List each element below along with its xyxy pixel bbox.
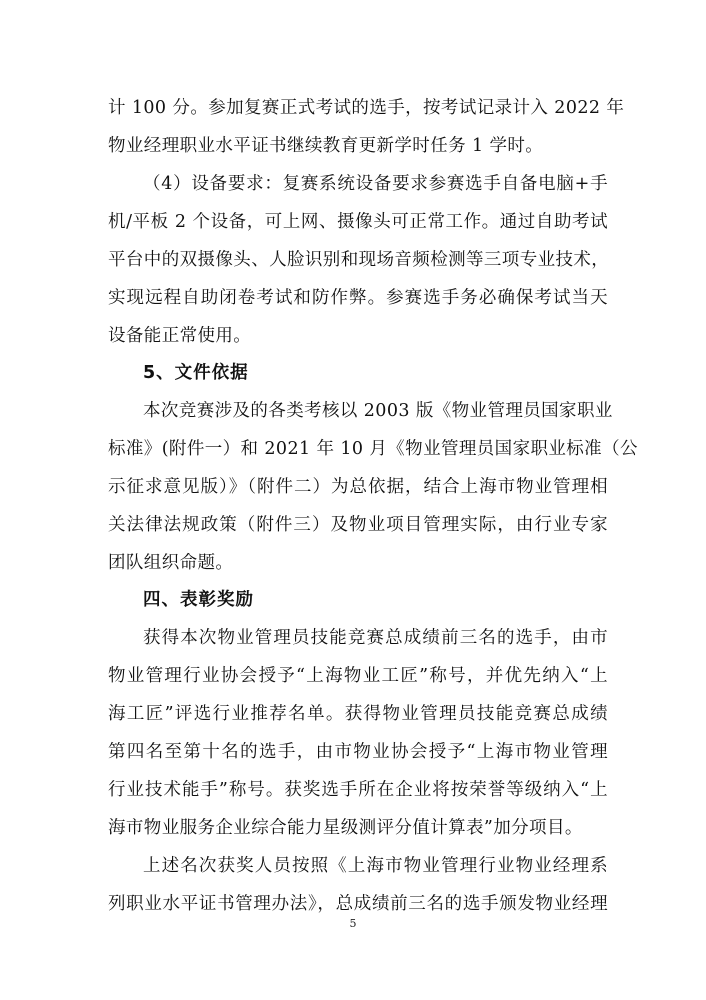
text-line: 列职业水平证书管理办法》，总成绩前三名的选手颁发物业经理 — [108, 894, 608, 914]
text-line: 平台中的双摄像头、人脸识别和现场音频检测等三项专业技术， — [108, 250, 610, 270]
text-line: 计 100 分。参加复赛正式考试的选手，按考试记录计入 2022 年 — [108, 98, 625, 118]
text-line: 团队组织命题。 — [108, 553, 234, 573]
text-line: 示征求意见版）》（附件二）为总依据，结合上海市物业管理相 — [108, 477, 608, 497]
text-line: 海工匠”评选行业推荐名单。获得物业管理员技能竞赛总成绩 — [108, 704, 608, 724]
section-heading: 四、表彰奖励 — [143, 590, 254, 610]
text-line: 机/平板 2 个设备，可上网、摄像头可正常工作。通过自助考试 — [108, 212, 608, 232]
section-heading: 5、文件依据 — [143, 363, 249, 383]
page-number: 5 — [349, 917, 357, 930]
text-line: 物业管理行业协会授予“上海物业工匠”称号，并优先纳入“上 — [108, 666, 608, 686]
text-line: 关法律法规政策（附件三）及物业项目管理实际，由行业专家 — [108, 515, 608, 535]
text-line: 行业技术能手”称号。获奖选手所在企业将按荣誉等级纳入“上 — [108, 780, 608, 800]
text-line: 获得本次物业管理员技能竞赛总成绩前三名的选手，由市 — [143, 628, 608, 648]
text-line: （4）设备要求：复赛系统设备要求参赛选手自备电脑+手 — [143, 174, 608, 194]
text-line: 第四名至第十名的选手，由市物业协会授予“上海市物业管理 — [108, 742, 608, 762]
text-line: 设备能正常使用。 — [108, 326, 252, 346]
text-line: 实现远程自助闭卷考试和防作弊。参赛选手务必确保考试当天 — [108, 288, 608, 308]
text-line: 海市物业服务企业综合能力星级测评分值计算表”加分项目。 — [108, 818, 583, 838]
text-line: 物业经理职业水平证书继续教育更新学时任务 1 学时。 — [108, 136, 544, 156]
text-line: 标准》(附件一）和 2021 年 10 月《物业管理员国家职业标准（公 — [108, 439, 638, 459]
text-line: 本次竞赛涉及的各类考核以 2003 版《物业管理员国家职业 — [143, 401, 613, 421]
text-line: 上述名次获奖人员按照《上海市物业管理行业物业经理系 — [143, 856, 608, 876]
